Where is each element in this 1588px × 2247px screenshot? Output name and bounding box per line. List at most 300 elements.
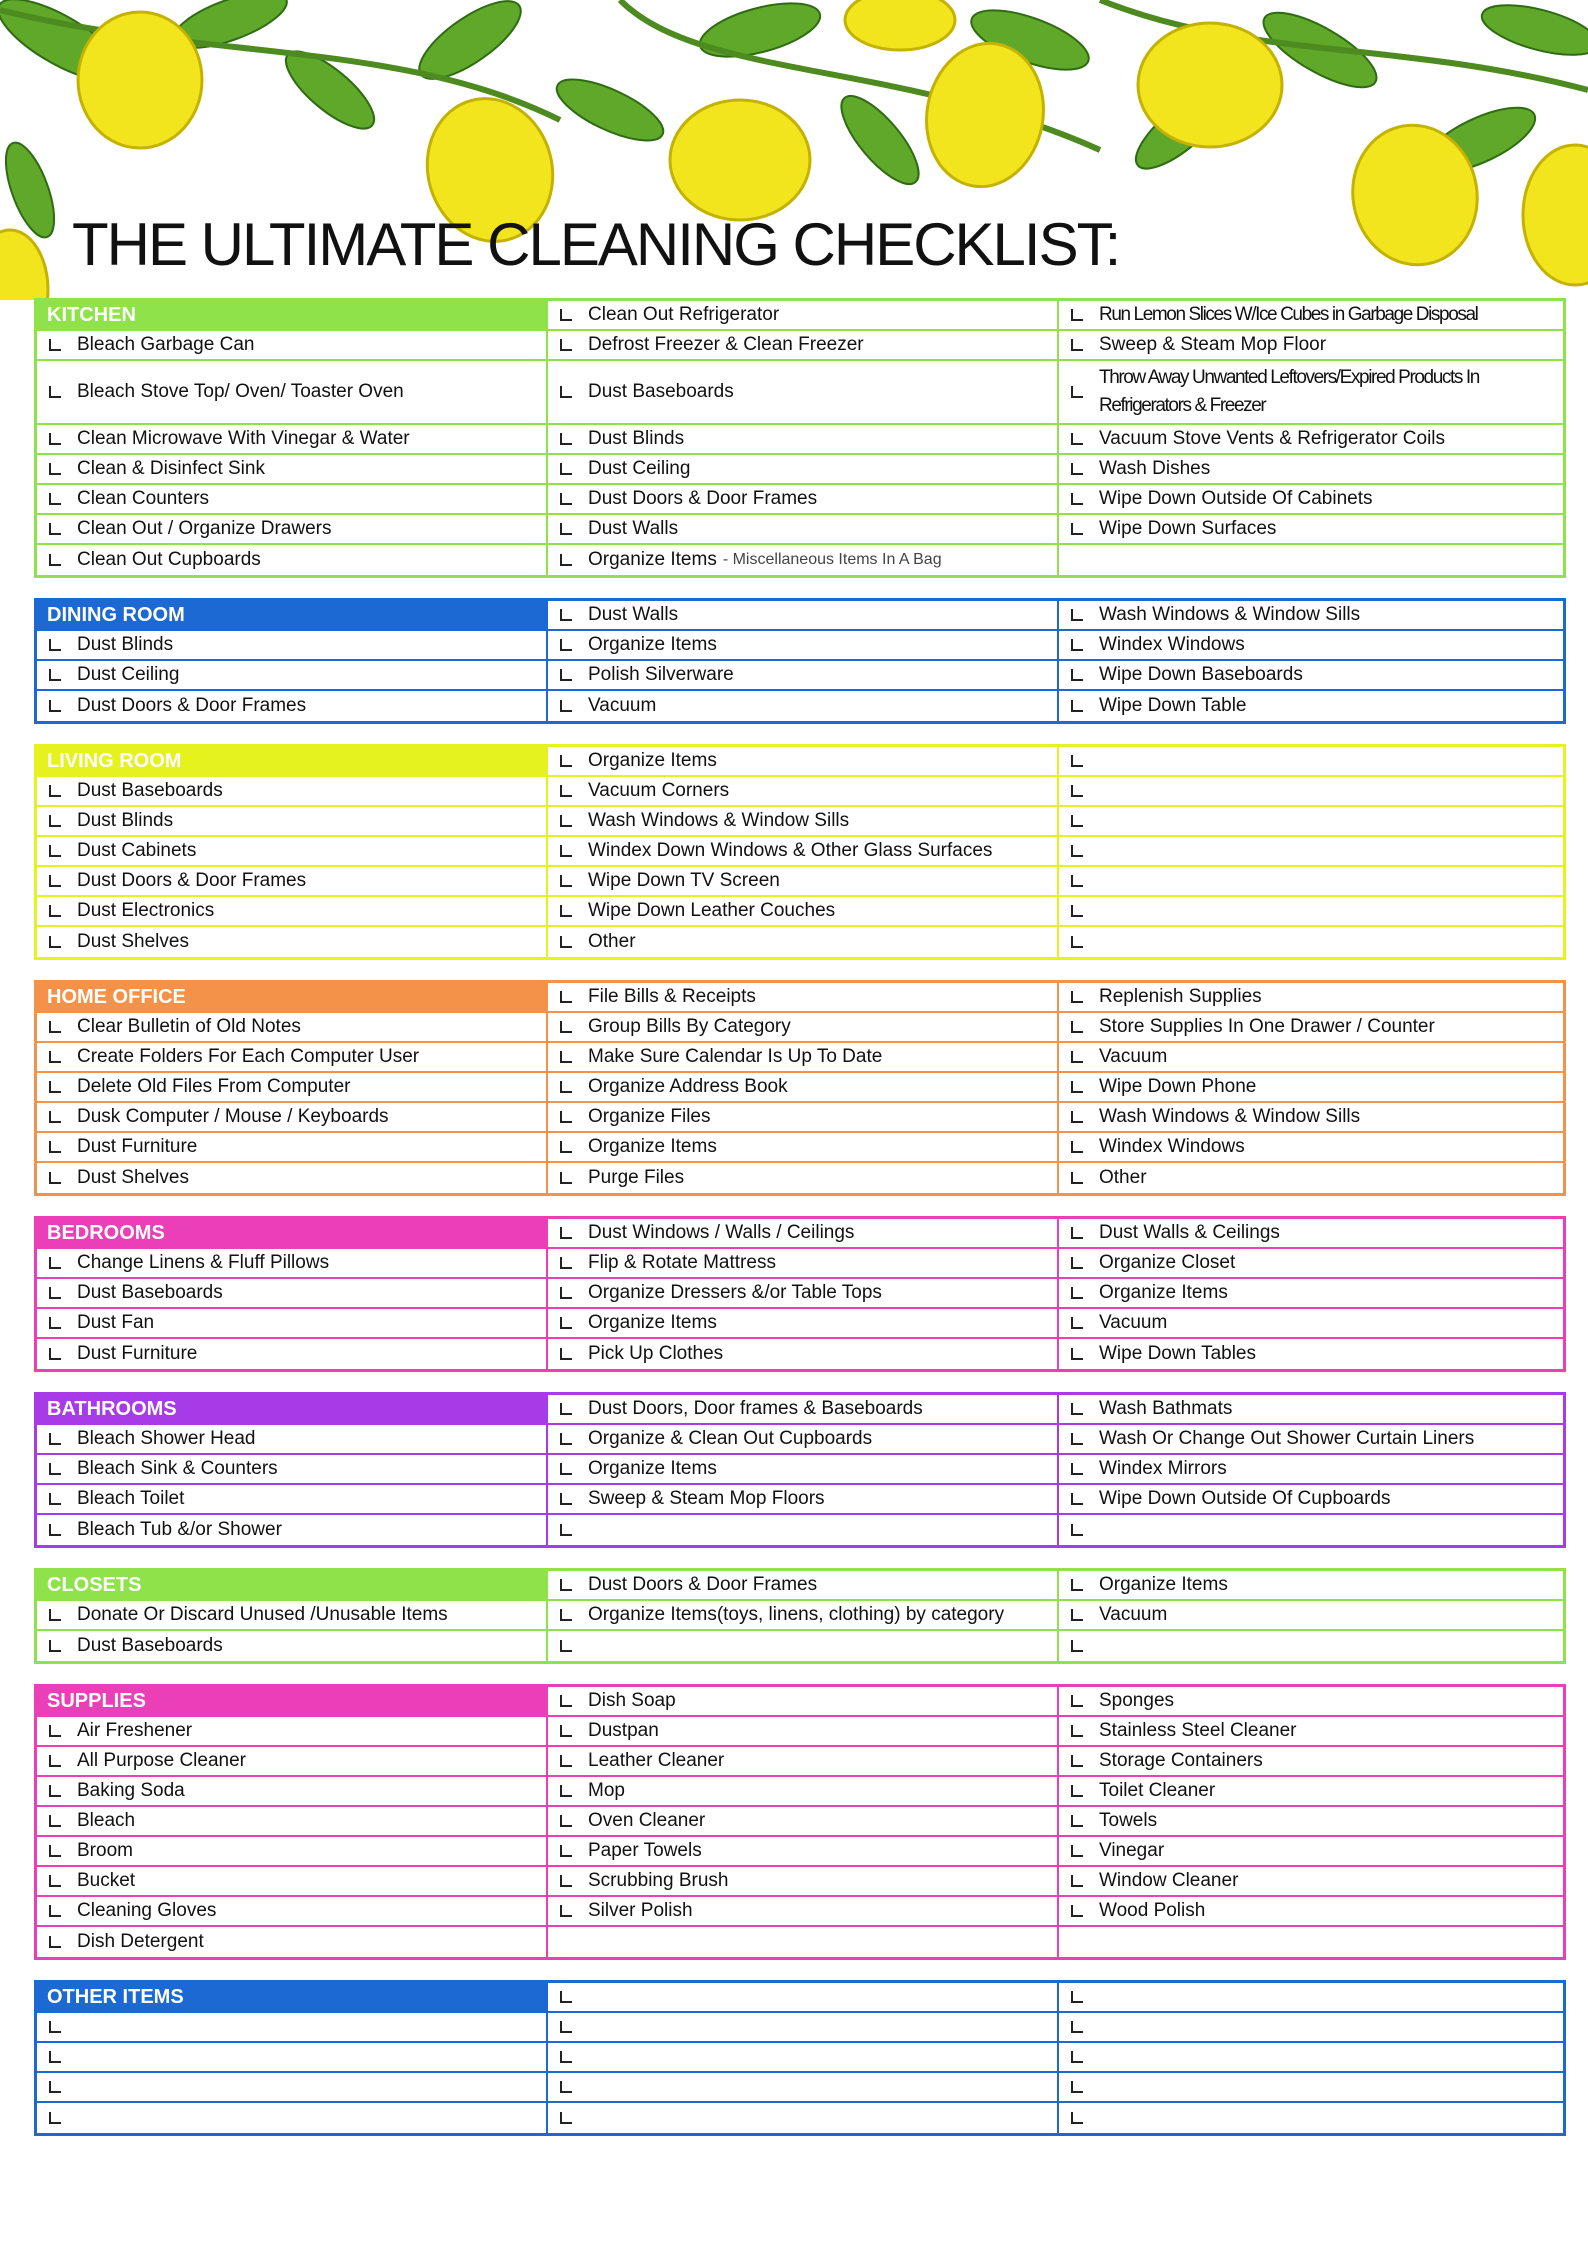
checkbox-icon[interactable]	[560, 991, 572, 1003]
checkbox-icon[interactable]	[1071, 609, 1083, 621]
checkbox-icon[interactable]	[1071, 523, 1083, 535]
checklist-item[interactable]	[1059, 1485, 1563, 1515]
checklist-item[interactable]	[1059, 1279, 1563, 1309]
checklist-item[interactable]	[548, 1485, 1059, 1515]
checkbox-icon[interactable]	[560, 1785, 572, 1797]
checkbox-icon[interactable]	[1071, 1785, 1083, 1797]
checkbox-icon[interactable]	[49, 1051, 61, 1063]
checkbox-icon[interactable]	[560, 609, 572, 621]
checklist-item-label: Windex Windows	[1099, 634, 1245, 655]
checkbox-icon[interactable]	[560, 1815, 572, 1827]
checklist-item[interactable]	[548, 1867, 1059, 1897]
checklist-item[interactable]	[37, 2073, 548, 2103]
checkbox-icon[interactable]	[560, 1287, 572, 1299]
checklist-item[interactable]	[1059, 631, 1563, 661]
checklist-item[interactable]	[37, 837, 548, 867]
checklist-item[interactable]	[548, 1807, 1059, 1837]
checkbox-icon[interactable]	[1071, 1403, 1083, 1415]
checklist-item[interactable]	[37, 631, 548, 661]
checklist-item[interactable]	[37, 2013, 548, 2043]
checkbox-icon[interactable]	[1071, 1433, 1083, 1445]
checkbox-icon[interactable]	[560, 1317, 572, 1329]
checklist-item[interactable]	[548, 837, 1059, 867]
checklist-item[interactable]	[1059, 1043, 1563, 1073]
checklist-item[interactable]	[37, 1867, 548, 1897]
checkbox-icon[interactable]	[560, 1227, 572, 1239]
checklist-item[interactable]	[1059, 331, 1563, 361]
checklist-item[interactable]	[548, 1013, 1059, 1043]
checkbox-icon[interactable]	[560, 493, 572, 505]
checkbox-icon[interactable]	[1071, 785, 1083, 797]
checkbox-icon[interactable]	[49, 700, 61, 712]
checkbox-icon[interactable]	[49, 1785, 61, 1797]
checkbox-icon[interactable]	[1071, 1257, 1083, 1269]
checklist-item[interactable]	[1059, 1867, 1563, 1897]
checklist-item[interactable]	[548, 927, 1059, 957]
checklist-item[interactable]	[548, 2103, 1059, 2133]
checkbox-icon[interactable]	[49, 669, 61, 681]
checklist-item[interactable]	[1059, 867, 1563, 897]
checkbox-icon[interactable]	[49, 463, 61, 475]
checklist-item[interactable]	[1059, 1133, 1563, 1163]
checkbox-icon[interactable]	[49, 493, 61, 505]
checkbox-icon[interactable]	[49, 1348, 61, 1360]
checklist-item[interactable]	[37, 455, 548, 485]
checkbox-icon[interactable]	[560, 1348, 572, 1360]
checkbox-icon[interactable]	[560, 700, 572, 712]
checkbox-icon[interactable]	[1071, 339, 1083, 351]
checklist-item[interactable]	[1059, 1631, 1563, 1661]
checkbox-icon[interactable]	[49, 845, 61, 857]
checkbox-icon[interactable]	[49, 2112, 61, 2124]
checkbox-icon[interactable]	[560, 1141, 572, 1153]
checklist-item-label: Bleach Tub &/or Shower	[77, 1519, 282, 1540]
checkbox-icon[interactable]	[1071, 493, 1083, 505]
checklist-item[interactable]	[37, 485, 548, 515]
checklist-item[interactable]	[37, 1927, 548, 1957]
checkbox-icon[interactable]	[560, 1845, 572, 1857]
checkbox-icon[interactable]	[560, 1609, 572, 1621]
checklist-item[interactable]	[1059, 897, 1563, 927]
checkbox-icon[interactable]	[560, 2112, 572, 2124]
checkbox-icon[interactable]	[560, 1257, 572, 1269]
checkbox-icon[interactable]	[560, 936, 572, 948]
checkbox-icon[interactable]	[560, 339, 572, 351]
checklist-item[interactable]	[548, 1309, 1059, 1339]
checkbox-icon[interactable]	[560, 1725, 572, 1737]
checkbox-icon[interactable]	[1071, 1725, 1083, 1737]
checkbox-icon[interactable]	[1071, 936, 1083, 948]
checklist-item[interactable]	[37, 1837, 548, 1867]
checkbox-icon[interactable]	[560, 1021, 572, 1033]
checklist-item[interactable]	[1059, 661, 1563, 691]
checkbox-icon[interactable]	[560, 1051, 572, 1063]
checkbox-icon[interactable]	[560, 669, 572, 681]
checklist-item[interactable]	[37, 661, 548, 691]
checkbox-icon[interactable]	[1071, 845, 1083, 857]
checklist-item[interactable]	[37, 897, 548, 927]
checkbox-icon[interactable]	[49, 1433, 61, 1445]
checklist-item[interactable]	[548, 331, 1059, 361]
checkbox-icon[interactable]	[1071, 1755, 1083, 1767]
checklist-item[interactable]	[1059, 515, 1563, 545]
checklist-item[interactable]	[1059, 1013, 1563, 1043]
checkbox-icon[interactable]	[49, 1815, 61, 1827]
checklist-item[interactable]	[37, 927, 548, 957]
checkbox-icon[interactable]	[1071, 1227, 1083, 1239]
checklist-item[interactable]	[548, 983, 1059, 1013]
checkbox-icon[interactable]	[1071, 1524, 1083, 1536]
checkbox-icon[interactable]	[560, 2081, 572, 2093]
checkbox-icon[interactable]	[49, 639, 61, 651]
checklist-item[interactable]	[37, 1249, 548, 1279]
checklist-item[interactable]	[37, 867, 548, 897]
checklist-item[interactable]	[1059, 2013, 1563, 2043]
checkbox-icon[interactable]	[560, 309, 572, 321]
checklist-item[interactable]	[1059, 837, 1563, 867]
checklist-item[interactable]	[1059, 1897, 1563, 1927]
checkbox-icon[interactable]	[49, 1755, 61, 1767]
checkbox-icon[interactable]	[49, 2051, 61, 2063]
checkbox-icon[interactable]	[1071, 1815, 1083, 1827]
checklist-item[interactable]	[1059, 1601, 1563, 1631]
checkbox-icon[interactable]	[560, 2021, 572, 2033]
checklist-item[interactable]	[1059, 1571, 1563, 1601]
checkbox-icon[interactable]	[1071, 2051, 1083, 2063]
checklist-item[interactable]	[37, 691, 548, 721]
checklist-item[interactable]	[37, 1515, 548, 1545]
checkbox-icon[interactable]	[1071, 386, 1083, 398]
checkbox-icon[interactable]	[560, 1875, 572, 1887]
checklist-item[interactable]	[37, 361, 548, 425]
checklist-item[interactable]	[548, 661, 1059, 691]
checkbox-icon[interactable]	[560, 523, 572, 535]
checklist-item[interactable]	[37, 1425, 548, 1455]
checklist-item[interactable]	[548, 1837, 1059, 1867]
checkbox-icon[interactable]	[1071, 755, 1083, 767]
checkbox-icon[interactable]	[1071, 1348, 1083, 1360]
checklist-item[interactable]	[1059, 1455, 1563, 1485]
checkbox-icon[interactable]	[49, 1317, 61, 1329]
checkbox-icon[interactable]	[560, 1463, 572, 1475]
checklist-item[interactable]	[1059, 361, 1563, 425]
checkbox-icon[interactable]	[1071, 905, 1083, 917]
checklist-item[interactable]	[548, 2013, 1059, 2043]
checkbox-icon[interactable]	[560, 1111, 572, 1123]
checklist-item[interactable]	[548, 455, 1059, 485]
checklist-item[interactable]	[1059, 601, 1563, 631]
checklist-item[interactable]	[37, 777, 548, 807]
checkbox-icon[interactable]	[560, 2051, 572, 2063]
checkbox-icon[interactable]	[49, 815, 61, 827]
checkbox-icon[interactable]	[49, 936, 61, 948]
checklist-item[interactable]	[1059, 1807, 1563, 1837]
checkbox-icon[interactable]	[560, 1493, 572, 1505]
checklist-item[interactable]	[37, 425, 548, 455]
checkbox-icon[interactable]	[1071, 1640, 1083, 1652]
checklist-item[interactable]	[1059, 1249, 1563, 1279]
checkbox-icon[interactable]	[1071, 1695, 1083, 1707]
checkbox-icon[interactable]	[560, 1579, 572, 1591]
checklist-item[interactable]	[548, 777, 1059, 807]
checklist-item[interactable]	[37, 1133, 548, 1163]
checkbox-icon[interactable]	[1071, 1081, 1083, 1093]
checkbox-icon[interactable]	[560, 1991, 572, 2003]
checklist-item[interactable]	[37, 1279, 548, 1309]
checkbox-icon[interactable]	[1071, 639, 1083, 651]
checkbox-icon[interactable]	[49, 2021, 61, 2033]
checklist-item[interactable]	[1059, 455, 1563, 485]
checklist-item[interactable]	[548, 2073, 1059, 2103]
checklist-item[interactable]	[37, 1455, 548, 1485]
checklist-item[interactable]	[548, 601, 1059, 631]
checklist-item[interactable]	[1059, 425, 1563, 455]
checkbox-icon[interactable]	[49, 1081, 61, 1093]
checkbox-icon[interactable]	[1071, 309, 1083, 321]
checkbox-icon[interactable]	[1071, 1287, 1083, 1299]
checklist-item[interactable]	[548, 1455, 1059, 1485]
checkbox-icon[interactable]	[1071, 1609, 1083, 1621]
section-heading: KITCHEN	[37, 301, 548, 331]
checklist-item[interactable]	[548, 1249, 1059, 1279]
checkbox-icon[interactable]	[49, 433, 61, 445]
checklist-item[interactable]	[1059, 691, 1563, 721]
checkbox-icon[interactable]	[1071, 815, 1083, 827]
checklist-item[interactable]	[548, 867, 1059, 897]
checklist-item[interactable]	[37, 2043, 548, 2073]
checklist-item[interactable]	[1059, 747, 1563, 777]
checklist-item[interactable]	[548, 515, 1059, 545]
checkbox-icon[interactable]	[49, 386, 61, 398]
checklist-item[interactable]	[548, 897, 1059, 927]
checklist-item[interactable]	[37, 1631, 548, 1661]
checkbox-icon[interactable]	[49, 1172, 61, 1184]
checklist-item[interactable]	[548, 691, 1059, 721]
checkbox-icon[interactable]	[1071, 2112, 1083, 2124]
checklist-item[interactable]	[548, 1395, 1059, 1425]
checkbox-icon[interactable]	[49, 1725, 61, 1737]
checkbox-icon[interactable]	[49, 339, 61, 351]
checkbox-icon[interactable]	[49, 2081, 61, 2093]
checkbox-icon[interactable]	[560, 433, 572, 445]
checkbox-icon[interactable]	[49, 1111, 61, 1123]
checkbox-icon[interactable]	[49, 1257, 61, 1269]
checklist-item[interactable]	[37, 1807, 548, 1837]
checkbox-icon[interactable]	[1071, 669, 1083, 681]
checklist-item[interactable]	[1059, 1163, 1563, 1193]
checklist-item[interactable]	[548, 1219, 1059, 1249]
checklist-item[interactable]	[37, 1777, 548, 1807]
checklist-item[interactable]	[548, 1897, 1059, 1927]
checklist-item[interactable]	[37, 1013, 548, 1043]
checklist-item[interactable]	[548, 1717, 1059, 1747]
checkbox-icon[interactable]	[1071, 1051, 1083, 1063]
checklist-item[interactable]	[548, 1339, 1059, 1369]
checklist-item[interactable]	[1059, 1339, 1563, 1369]
checklist-item[interactable]	[548, 545, 1059, 575]
checkbox-icon[interactable]	[49, 1609, 61, 1621]
checkbox-icon[interactable]	[560, 815, 572, 827]
checkbox-icon[interactable]	[49, 1141, 61, 1153]
checklist-item[interactable]	[37, 2103, 548, 2133]
checklist-item[interactable]	[1059, 1717, 1563, 1747]
checklist-item[interactable]	[37, 1717, 548, 1747]
checkbox-icon[interactable]	[560, 1640, 572, 1652]
checklist-item[interactable]	[37, 331, 548, 361]
checkbox-icon[interactable]	[49, 554, 61, 566]
checklist-item[interactable]	[548, 1133, 1059, 1163]
checkbox-icon[interactable]	[1071, 1021, 1083, 1033]
checkbox-icon[interactable]	[49, 1463, 61, 1475]
checkbox-icon[interactable]	[560, 1905, 572, 1917]
checklist-item[interactable]	[37, 1339, 548, 1369]
checkbox-icon[interactable]	[560, 554, 572, 566]
checklist-item[interactable]	[548, 747, 1059, 777]
checklist-item[interactable]	[548, 1571, 1059, 1601]
checklist-item[interactable]	[548, 361, 1059, 425]
checkbox-icon[interactable]	[49, 1936, 61, 1948]
checklist-item[interactable]	[548, 1687, 1059, 1717]
checklist-item[interactable]	[1059, 1983, 1563, 2013]
checklist-item[interactable]	[548, 301, 1059, 331]
checklist-item[interactable]	[548, 1747, 1059, 1777]
checklist-item[interactable]	[1059, 1837, 1563, 1867]
checklist-item[interactable]	[548, 631, 1059, 661]
checklist-item[interactable]	[548, 1601, 1059, 1631]
checkbox-icon[interactable]	[560, 875, 572, 887]
checkbox-icon[interactable]	[49, 1287, 61, 1299]
checkbox-icon[interactable]	[1071, 1317, 1083, 1329]
checkbox-icon[interactable]	[1071, 2021, 1083, 2033]
checkbox-icon[interactable]	[1071, 1172, 1083, 1184]
checklist-item[interactable]	[548, 1043, 1059, 1073]
checklist-item[interactable]	[1059, 1309, 1563, 1339]
checklist-item[interactable]	[548, 1777, 1059, 1807]
checkbox-icon[interactable]	[560, 1524, 572, 1536]
checkbox-icon[interactable]	[49, 1845, 61, 1857]
checklist-item[interactable]	[1059, 2073, 1563, 2103]
checkbox-icon[interactable]	[49, 905, 61, 917]
checklist-item[interactable]	[1059, 1747, 1563, 1777]
checklist-item[interactable]	[548, 1073, 1059, 1103]
checklist-item[interactable]	[548, 2043, 1059, 2073]
checkbox-icon[interactable]	[49, 1021, 61, 1033]
checklist-item[interactable]	[548, 1163, 1059, 1193]
checkbox-icon[interactable]	[49, 1524, 61, 1536]
checklist-item[interactable]	[1059, 927, 1563, 957]
checkbox-icon[interactable]	[49, 523, 61, 535]
checkbox-icon[interactable]	[560, 463, 572, 475]
checkbox-icon[interactable]	[49, 1493, 61, 1505]
checklist-item[interactable]	[1059, 1073, 1563, 1103]
checklist-item[interactable]	[37, 1897, 548, 1927]
checkbox-icon[interactable]	[560, 1695, 572, 1707]
checklist-item[interactable]	[548, 1515, 1059, 1545]
checklist-item[interactable]	[37, 1601, 548, 1631]
checkbox-icon[interactable]	[1071, 875, 1083, 887]
checklist-item[interactable]	[1059, 2043, 1563, 2073]
checklist-sections	[34, 298, 1566, 2156]
checklist-item[interactable]	[37, 1073, 548, 1103]
checkbox-icon[interactable]	[49, 1640, 61, 1652]
checkbox-icon[interactable]	[49, 875, 61, 887]
checklist-item[interactable]	[1059, 2103, 1563, 2133]
checkbox-icon[interactable]	[560, 785, 572, 797]
checkbox-icon[interactable]	[1071, 1463, 1083, 1475]
checklist-item[interactable]	[37, 1747, 548, 1777]
checkbox-icon[interactable]	[49, 1875, 61, 1887]
checklist-item[interactable]	[548, 807, 1059, 837]
checklist-item[interactable]	[548, 485, 1059, 515]
checkbox-icon[interactable]	[560, 639, 572, 651]
checkbox-icon[interactable]	[1071, 1991, 1083, 2003]
checkbox-icon[interactable]	[1071, 2081, 1083, 2093]
checkbox-icon[interactable]	[1071, 1579, 1083, 1591]
checkbox-icon[interactable]	[1071, 1141, 1083, 1153]
checklist-item[interactable]	[548, 425, 1059, 455]
checkbox-icon[interactable]	[560, 1433, 572, 1445]
checklist-item-label: Dust Shelves	[77, 931, 189, 952]
checklist-item[interactable]	[1059, 1395, 1563, 1425]
checklist-item[interactable]	[37, 1043, 548, 1073]
checklist-item[interactable]	[1059, 1777, 1563, 1807]
checklist-item[interactable]	[1059, 1425, 1563, 1455]
checklist-item[interactable]	[37, 1103, 548, 1133]
checkbox-icon[interactable]	[49, 785, 61, 797]
checkbox-icon[interactable]	[1071, 1493, 1083, 1505]
checkbox-icon[interactable]	[1071, 1875, 1083, 1887]
checklist-item[interactable]	[37, 545, 548, 575]
checkbox-icon[interactable]	[560, 1755, 572, 1767]
checkbox-icon[interactable]	[560, 845, 572, 857]
checkbox-icon[interactable]	[560, 905, 572, 917]
checklist-item-label: Wash Windows & Window Sills	[1099, 604, 1361, 625]
checkbox-icon[interactable]	[49, 1905, 61, 1917]
checklist-item[interactable]	[1059, 1687, 1563, 1717]
checklist-item[interactable]	[548, 1279, 1059, 1309]
checkbox-icon[interactable]	[1071, 433, 1083, 445]
checkbox-icon[interactable]	[560, 1081, 572, 1093]
checkbox-icon[interactable]	[1071, 1111, 1083, 1123]
checklist-item[interactable]	[548, 1983, 1059, 2013]
checkbox-icon[interactable]	[1071, 700, 1083, 712]
checklist-item[interactable]	[1059, 807, 1563, 837]
checklist-item[interactable]	[1059, 1103, 1563, 1133]
checkbox-icon[interactable]	[560, 1403, 572, 1415]
checklist-item[interactable]	[37, 1309, 548, 1339]
checklist-item[interactable]	[548, 1103, 1059, 1133]
checklist-item[interactable]	[37, 807, 548, 837]
checklist-item[interactable]	[37, 515, 548, 545]
checklist-item[interactable]	[1059, 1515, 1563, 1545]
checklist-item[interactable]	[37, 1485, 548, 1515]
checklist-item[interactable]	[548, 1425, 1059, 1455]
checkbox-icon[interactable]	[1071, 463, 1083, 475]
checklist-item[interactable]	[1059, 485, 1563, 515]
checklist-item[interactable]	[1059, 301, 1563, 331]
checkbox-icon[interactable]	[560, 1172, 572, 1184]
checkbox-icon[interactable]	[560, 386, 572, 398]
checkbox-icon[interactable]	[1071, 991, 1083, 1003]
checkbox-icon[interactable]	[560, 755, 572, 767]
checklist-item[interactable]	[1059, 983, 1563, 1013]
checkbox-icon[interactable]	[1071, 1845, 1083, 1857]
checklist-item[interactable]	[1059, 777, 1563, 807]
checklist-item[interactable]	[37, 1163, 548, 1193]
checkbox-icon[interactable]	[1071, 1905, 1083, 1917]
checklist-item[interactable]	[1059, 1219, 1563, 1249]
checklist-item[interactable]	[548, 1631, 1059, 1661]
